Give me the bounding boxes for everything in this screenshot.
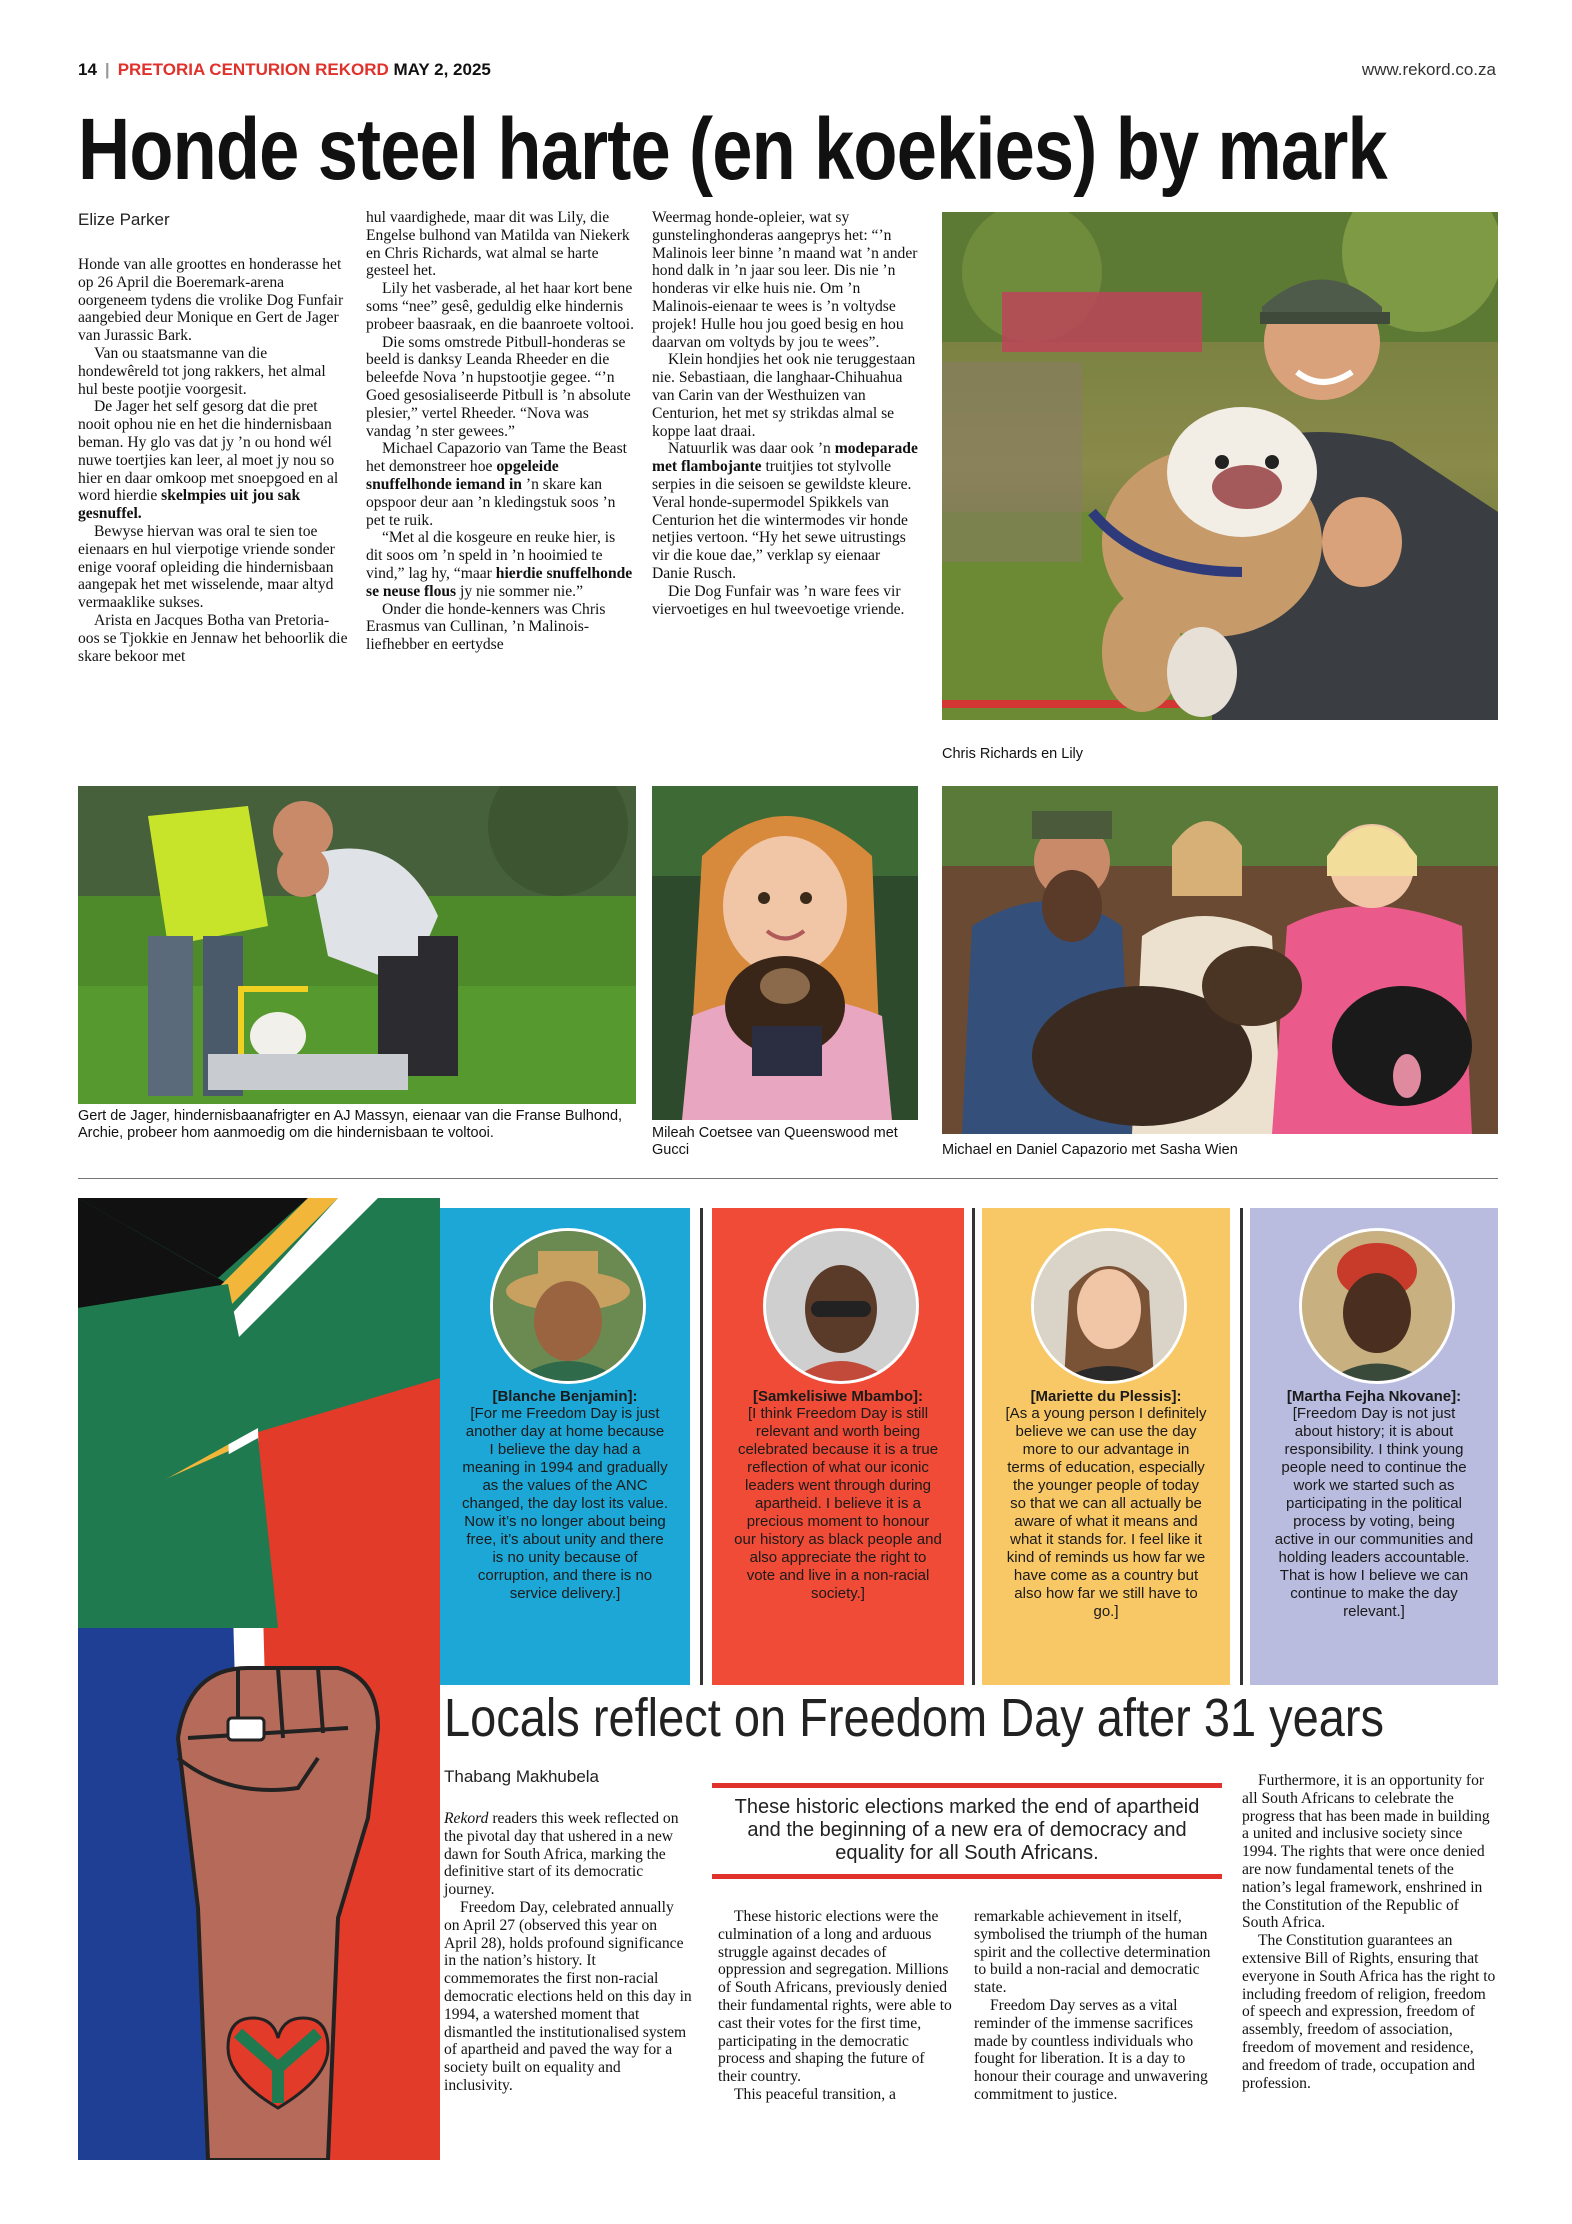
pull-quote — [712, 1783, 1222, 1879]
panel-divider — [972, 1208, 975, 1685]
article-headline: Honde steel harte (en koekies) by mark — [78, 101, 1387, 198]
paragraph: The Constitution guarantees an extensive Bill of Rights, ensuring that everyone in South Africa has the right to including freedom of religion, freedom of speech and expression, freedom of assembly, freedom of association, freedom of movement and residence, and freedom of trade, occupation and profession. — [1242, 1932, 1496, 2092]
photo-chris-and-lily — [942, 212, 1498, 720]
photo-caption: Mileah Coetsee van Queenswood met Gucci — [652, 1125, 898, 1158]
section-divider — [78, 1178, 1498, 1179]
paragraph: Lily het vasberade, al het haar kort bene soms “nee” gesê, geduldig elke hindernis probeer baasraak, en die baanroete voltooi. — [366, 280, 635, 333]
panel-divider — [700, 1208, 703, 1685]
page-header — [78, 60, 491, 80]
article-byline: Elize Parker — [78, 210, 170, 229]
paragraph: Van ou staatsmanne van die hondewêreld tot jong rakkers, het almal hul beste pootjie voorgesit. — [78, 344, 326, 398]
paragraph: Furthermore, it is an opportunity for all South Africans to celebrate the progress that has been made in building a united and inclusive society since 1994. The rights that were once denied are now fundamental tenets of the nation’s legal framework, enshrined in the Constitution of the Republic of South Africa. — [1242, 1772, 1490, 1932]
article-headline: Locals reflect on Freedom Day after 31 years — [444, 1688, 1385, 1748]
quote-name: [Martha Fejha Nkovane]: — [1286, 1388, 1462, 1405]
quote-name: [Samkelisiwe Mbambo]: — [752, 1388, 924, 1405]
paragraph: Bewyse hiervan was oral te sien toe eienaars en hul vierpotige vriende sonder enige vooraf opleiding die hindernisbaan aangepak het met wisselende, maar altyd vermaaklike sukses. — [78, 522, 335, 612]
article-column-3 — [652, 209, 920, 618]
page-number: 14 — [78, 60, 97, 79]
paragraph: Weermag honde-opleier, wat sy gunstelinghonderas aangeprys het: “’n Malinois leer binne ’n maand wat ’n ander hond dalk in ’n jaar sou leer. Dis nie ’n honderas vir elke huis nie. Om ’n Malinois-eienaar te wees is ’n voltydse projek! Hulle hou jou goed besig en hou daarvan om voltyds by jou te wees”. — [652, 209, 918, 351]
quote-text: [I think Freedom Day is still relevant and worth being celebrated because it is a true reflection of what our iconic leaders went through during apartheid. I believe it is a precious moment to honour our history as black people and also appreciate the right to vote and live in a non-racial society.] — [734, 1405, 942, 1602]
paragraph: remarkable achievement in itself, symbolised the triumph of the human spirit and the collective determination to build a non-racial and democratic state. — [974, 1908, 1211, 1997]
paragraph: Arista en Jacques Botha van Pretoria-oos se Tjokkie en Jennaw het behoorlik die skare bekoor met — [78, 611, 348, 665]
photo-caption: Gert de Jager, hindernisbaanafrigter en AJ Massyn, eienaar van die Franse Bulhond, Archie, probeer hom aanmoedig om die hindernisbaan te voltooi. — [78, 1108, 623, 1141]
photo-obstacle-course — [78, 786, 636, 1104]
article-byline: Thabang Makhubela — [444, 1767, 600, 1786]
quote-text: [As a young person I definitely believe we can use the day more to our advantage in terms of education, especially the younger people of today so that we can all actually be aware of what it means and what it stands for. I feel like it kind of reminds us how far we have come as a country but also how far we still have to go.] — [1005, 1405, 1207, 1620]
paragraph: Freedom Day serves as a vital reminder of the immense sacrifices made by countless individuals who fought for liberation. It is a day to honour their courage and unwavering commitment to justice. — [974, 1996, 1208, 2103]
website-link[interactable]: www.rekord.co.za — [1361, 60, 1496, 79]
issue-date: MAY 2, 2025 — [393, 60, 491, 79]
paragraph: Rekord readers this week reflected on the pivotal day that ushered in a new dawn for South Africa, marking the definitive start of its democratic journey. — [444, 1810, 679, 1899]
panel-divider — [1240, 1208, 1243, 1685]
paragraph: “Met al die kosgeure en reuke hier, is dit soos om ’n speld in ’n hooimied te vind,” lag hy, “maar hierdie snuffelhonde se neuse flous jy nie sommer nie.” — [366, 529, 633, 600]
header-separator: | — [104, 60, 110, 79]
avatar — [1031, 1228, 1187, 1384]
avatar — [1299, 1228, 1455, 1384]
paragraph: Michael Capazorio van Tame the Beast het demonstreer hoe opgeleide snuffelhonde iemand in ’n skare kan opspoor deur aan ’n kledingstuk soos ’n pet te ruik. — [366, 440, 627, 529]
article-column-1 — [444, 1810, 692, 2095]
photo-caption: Chris Richards en Lily — [942, 746, 1084, 762]
quote-panel — [1250, 1208, 1498, 1685]
paragraph: These historic elections were the culmination of a long and arduous struggle against decades of oppression and segregation. Millions of South Africans, previously denied their fundamental rights, were able to cast their votes for the first time, participating in the democratic process and shaping the future of their country. — [718, 1908, 952, 2086]
paragraph: De Jager het self gesorg dat die pret nooit ophou nie en het die hindernisbaan beman. Hy glo vas dat jy ’n ou hond wél nuwe toertjies kan leer, al moet jy nou so hier en daar omkoop met snoepgoed en al word hierdie skelmpies uit jou sak gesnuffel. — [78, 398, 339, 523]
paragraph: Klein hondjies het ook nie teruggestaan nie. Sebastiaan, die langhaar-Chihuahua van Carin van der Westhuizen van Centurion, het met sy strikdas almal se koppe laat draai. — [652, 351, 916, 440]
article-column-2 — [366, 209, 634, 654]
photo-capazorio-family — [942, 786, 1498, 1134]
photo-girl-with-dog — [652, 786, 918, 1120]
avatar — [763, 1228, 919, 1384]
quote-text: [For me Freedom Day is just another day at home because I believe the day had a meaning in 1994 and gradually as the values of the ANC changed, the day lost its value. Now it’s no longer about being free, it’s about unity and there is no unity because of corruption, and there is no service delivery.] — [462, 1405, 668, 1602]
quote-panel — [712, 1208, 964, 1685]
article-column-4 — [1242, 1772, 1498, 2092]
paragraph: This peaceful transition, a — [734, 2085, 896, 2103]
quote-panel — [982, 1208, 1230, 1685]
quote-name: [Blanche Benjamin]: — [492, 1388, 638, 1405]
pull-quote-text: These historic elections marked the end of apartheid and the beginning of a new era of democracy and equality for all South Africans. — [734, 1796, 1200, 1864]
paragraph: Onder die honde-kenners was Chris Erasmus van Cullinan, ’n Malinois-liefhebber en eertydse — [366, 600, 606, 654]
paragraph: Natuurlik was daar ook ’n modeparade met flambojante truitjies tot stylvolle serpies in die seisoen se gewildste kleure. Veral honde-supermodel Spikkels van Centurion het die wintermodes vir honde netjies vertoon. “Hy het sewe uitrustings vir die koue dae,” verklap sy eienaar Danie Rusch. — [652, 440, 918, 582]
freedom-day-illustration — [78, 1198, 440, 2160]
quote-panel — [440, 1208, 690, 1685]
article-column-1 — [78, 256, 348, 665]
paragraph: Freedom Day, celebrated annually on April 27 (observed this year on April 28), holds profound significance in the nation’s history. It commemorates the first non-racial democratic elections held on this day in 1994, a watershed moment that dismantled the institutionalised system of apartheid and paved the way for a society built on equality and inclusivity. — [444, 1898, 692, 2094]
publication-name: PRETORIA CENTURION REKORD — [117, 60, 389, 79]
paragraph: Die soms omstrede Pitbull-honderas se beeld is danksy Leanda Rheeder en die beleefde Nova ’n hupstootjie gegee. “’n Goed gesosialiseerde Pitbull is ’n absolute plesier,” vertel Rheeder. “Nova was vandag ’n ster gewees.” — [366, 333, 631, 440]
paragraph: Honde van alle groottes en honderasse het op 26 April die Boeremark-arena oorgeneem tydens die vrolike Dog Funfair aangebied deur Monique en Gert de Jager van Jurassic Bark. — [78, 256, 344, 345]
article-column-3 — [974, 1908, 1214, 2104]
avatar — [490, 1228, 646, 1384]
quote-text: [Freedom Day is not just about history; it is about responsibility. I think young people need to continue the work we started such as participating in the political process by voting, being active in our communities and holding leaders accountable. That is how I believe we can continue to make the day relevant.] — [1274, 1405, 1474, 1620]
paragraph: hul vaardighede, maar dit was Lily, die Engelse bulhond van Matilda van Niekerk en Chris Richards, wat almal se harte gesteel het. — [366, 209, 630, 280]
pull-quote-rule — [712, 1874, 1222, 1879]
photo-caption: Michael en Daniel Capazorio met Sasha Wien — [942, 1142, 1238, 1158]
paragraph: Die Dog Funfair was ’n ware fees vir viervoetiges en hul tweevoetige vriende. — [652, 582, 905, 618]
article-column-2 — [718, 1908, 956, 2104]
quote-name: [Mariette du Plessis]: — [1030, 1388, 1182, 1405]
